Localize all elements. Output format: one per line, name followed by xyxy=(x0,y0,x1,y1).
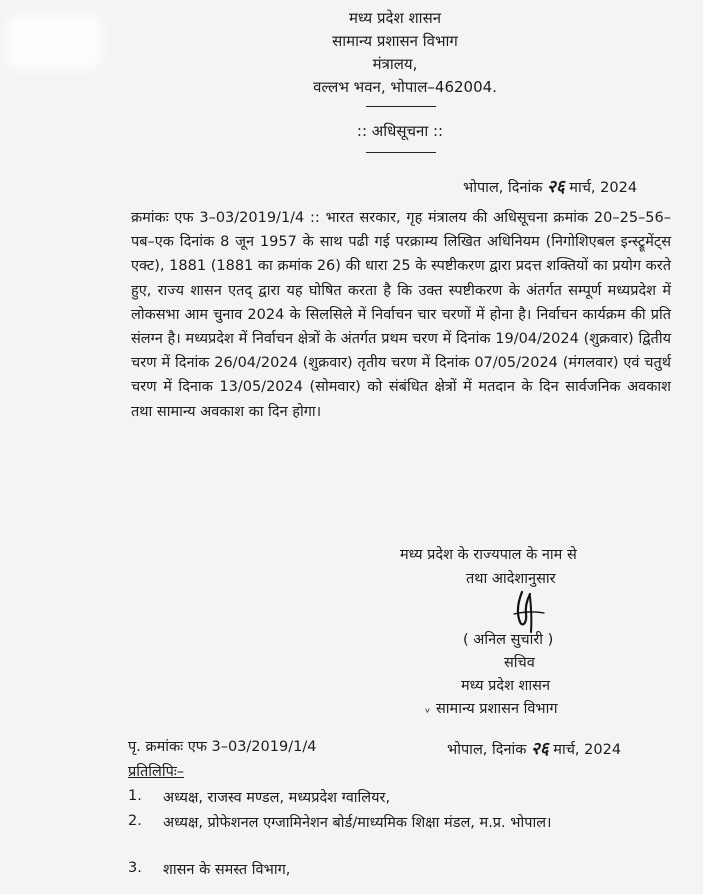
signatory-org: मध्य प्रदेश शासन xyxy=(461,678,551,694)
copy-item-number: 3. xyxy=(128,860,142,876)
header-government: मध्य प्रदेश शासन xyxy=(348,9,442,27)
header-address: वल्लभ भवन, भोपाल–462004. xyxy=(313,78,497,96)
pen-tick-mark: ᵛ xyxy=(425,706,431,721)
forward-reference: पृ. क्रमांकः एफ 3–03/2019/1/4 xyxy=(128,739,317,755)
copy-item-text: अध्यक्ष, राजस्व मण्डल, मध्यप्रदेश ग्वालियर, xyxy=(163,790,391,806)
forward-date-day-handwritten: २६ xyxy=(531,739,549,759)
copy-to-label: प्रतिलिपिः– xyxy=(128,764,185,780)
date-day-handwritten: २६ xyxy=(547,177,565,197)
forward-date xyxy=(447,736,621,759)
signatory-department: सामान्य प्रशासन विभाग xyxy=(436,701,558,717)
signature-authority-line: मध्य प्रदेश के राज्यपाल के नाम से xyxy=(400,547,577,563)
copy-item-text: अध्यक्ष, प्रोफेशनल एग्जामिनेशन बोर्ड/माध्यमिक शिक्षा मंडल, म.प्र. भोपाल। xyxy=(163,815,552,831)
date-suffix: मार्च, 2024 xyxy=(569,180,638,196)
forward-date-prefix: भोपाल, दिनांक xyxy=(447,742,527,758)
date-prefix: भोपाल, दिनांक xyxy=(463,180,543,196)
header-ministry: मंत्रालय, xyxy=(372,55,418,73)
title-divider xyxy=(366,152,436,153)
copy-item-text: शासन के समस्त विभाग, xyxy=(163,862,291,878)
header-department: सामान्य प्रशासन विभाग xyxy=(332,32,458,50)
issue-date xyxy=(463,174,637,197)
signatory-name: ( अनिल सुचारी ) xyxy=(463,632,554,648)
copy-item-number: 2. xyxy=(128,813,142,829)
forward-date-suffix: मार्च, 2024 xyxy=(553,742,622,758)
header-divider xyxy=(366,106,436,107)
notification-title: :: अधिसूचना :: xyxy=(356,122,444,140)
notification-body: क्रमांकः एफ 3–03/2019/1/4 :: भारत सरकार, गृह मंत्रालय की अधिसूचना क्रमांक 20–25–56–पब–एक दिनांक 8 जून 1957 के साथ पढी गई परक्राम्य लिखित अधिनियम (निगोशिएबल इन्स्ट्रूमेंट्स एक्ट), 1881 (1881 का क्रमांक 26) की धारा 25 के स्पष्टीकरण द्वारा प्रदत्त शक्तियों का प्रयोग करते हुए, राज्य शासन एतद् द्वारा यह घोषित करता है कि उक्त स्पष्टीकरण के अंतर्गत सम्पूर्ण मध्यप्रदेश में लोकसभा आम चुनाव 2024 के सिलसिले में निर्वाचन चार चरणों में होना है। निर्वाचन कार्यक्रम की प्रति संलग्न है। मध्यप्रदेश में निर्वाचन क्षेत्रों के अंतर्गत प्रथम चरण में दिनांक 19/04/2024 (शुक्रवार) द्वितीय चरण में दिनांक 26/04/2024 (शुक्रवार) तृतीय चरण में दिनांक 07/05/2024 (मंगलवार) एवं चतुर्थ चरण में दिनाक 13/05/2024 (सोमवार) को संबंधित क्षेत्रों में मतदान के दिन सार्वजनिक अवकाश तथा सामान्य अवकाश का दिन होगा। xyxy=(131,210,671,420)
redaction-smudge xyxy=(6,14,102,70)
signature-order-line: तथा आदेशानुसार xyxy=(466,571,556,587)
copy-item-number: 1. xyxy=(128,788,142,804)
signatory-designation: सचिव xyxy=(504,655,535,671)
